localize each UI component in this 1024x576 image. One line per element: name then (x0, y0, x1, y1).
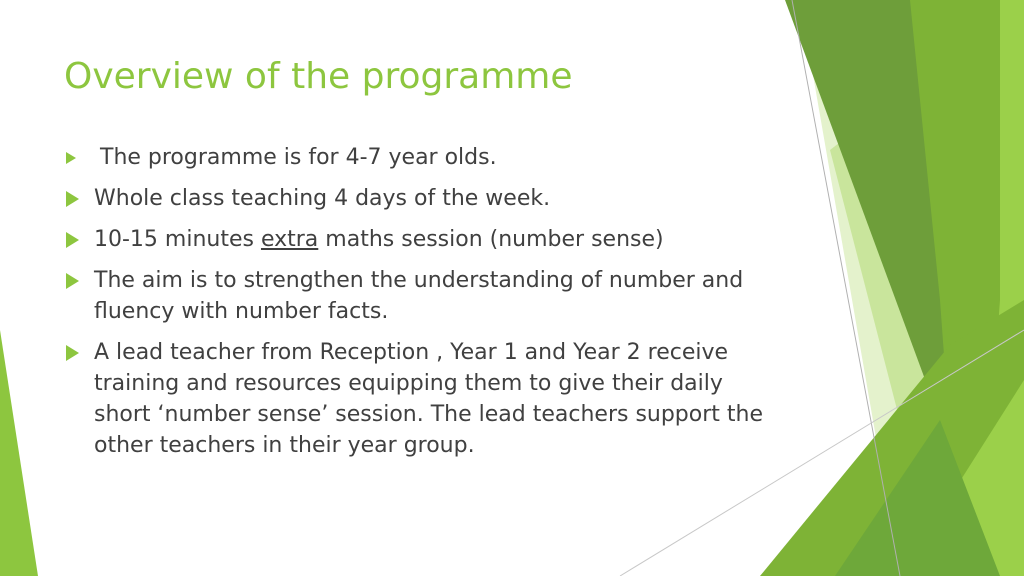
slide-title: Overview of the programme (64, 56, 573, 97)
bullet-item (64, 265, 784, 327)
bullet-text: The programme is for 4-7 year olds. (100, 145, 497, 170)
arrow-bullet-icon (66, 152, 76, 164)
left-green-sliver (0, 330, 38, 576)
bullet-text-part: maths session (number sense) (318, 227, 664, 252)
bullet-item (64, 142, 784, 173)
bullet-item (64, 337, 784, 461)
arrow-bullet-icon (66, 273, 79, 289)
bullet-text: The aim is to strengthen the understanding of number and fluency with number facts. (94, 268, 744, 324)
arrow-bullet-icon (66, 191, 79, 207)
arrow-bullet-icon (66, 345, 79, 361)
bullet-item (64, 224, 784, 255)
bullet-text: A lead teacher from Reception , Year 1 and Year 2 receive training and resources equipping them to give their daily short ‘number sense’ session. The lead teachers support the other teachers in their year group. (94, 340, 764, 458)
bullet-text-part: 10-15 minutes (94, 227, 261, 252)
bullet-item (64, 183, 784, 214)
bullet-text: Whole class teaching 4 days of the week. (94, 186, 551, 211)
underlined-word: extra (260, 227, 319, 252)
arrow-bullet-icon (66, 232, 79, 248)
bullet-list (64, 142, 784, 471)
